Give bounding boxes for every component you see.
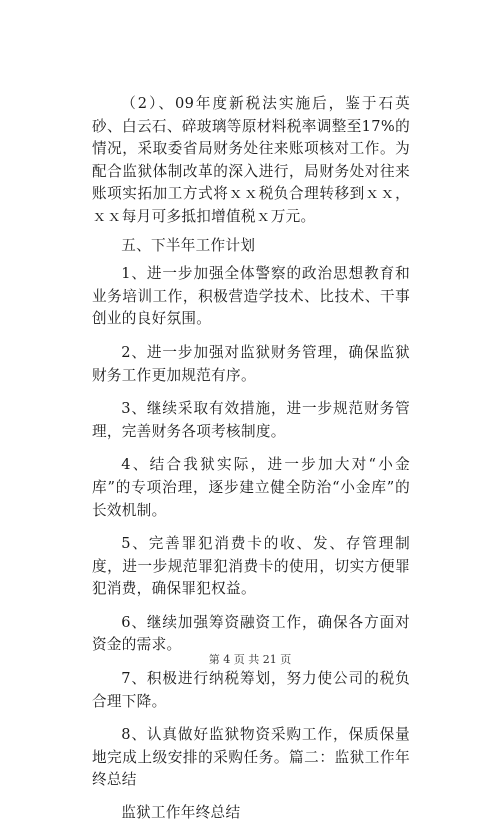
paragraph-tax-law: （2）、09年度新税法实施后，鉴于石英砂、白云石、碎玻璃等原材料税率调整至17%的情况，采取委省局财务处往来账项核对工作。为配合监狱体制改革的深入进行，局财务处对往来账项实拓加工方式将ｘｘ税负合理转移到ｘｘ，ｘｘ每月可多抵扣增值税ｘ万元。 <box>92 95 410 225</box>
plan-item-4: 4、结合我狱实际，进一步加大对“小金库”的专项治理，逐步建立健全防治“小金库”的长效机制。 <box>92 456 410 519</box>
plan-item-3: 3、继续采取有效措施，进一步规范财务管理，完善财务各项考核制度。 <box>92 400 410 440</box>
section-heading-plan: 五、下半年工作计划 <box>121 236 256 254</box>
plan-item-7: 7、积极进行纳税筹划，努力使公司的税负合理下降。 <box>92 670 410 710</box>
section-title-summary: 监狱工作年终总结 <box>121 804 241 822</box>
document-body <box>92 93 410 825</box>
plan-item-2: 2、进一步加强对监狱财务管理，确保监狱财务工作更加规范有序。 <box>92 343 410 384</box>
plan-item-1: 1、进一步加强全体警察的政治思想教育和业务培训工作，积极营造学技术、比技术、干事创业的良好氛围。 <box>92 265 410 328</box>
page-number-footer: 第 4 页 共 21 页 <box>208 653 292 666</box>
plan-item-6: 6、继续加强筹资融资工作，确保各方面对资金的需求。 <box>92 613 410 654</box>
plan-item-8: 8、认真做好监狱物资采购工作，保质保量地完成上级安排的采购任务。篇二：监狱工作年终总结 <box>92 726 410 789</box>
plan-item-5: 5、完善罪犯消费卡的收、发、存管理制度，进一步规范罪犯消费卡的使用，切实方便罪犯消费，确保罪犯权益。 <box>92 535 410 598</box>
